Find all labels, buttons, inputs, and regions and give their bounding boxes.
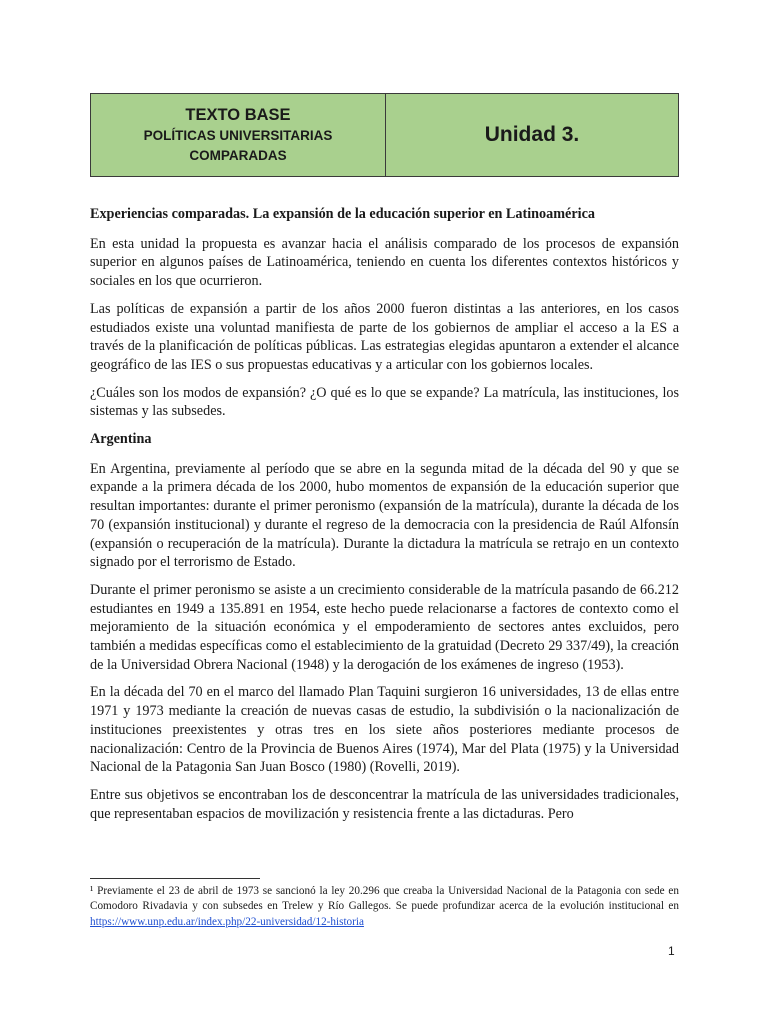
unit-label: Unidad 3. [484,123,580,146]
paragraph: En Argentina, previamente al período que se abre en la segunda mitad de la década del 90 y que se expande a la primera década de los 2000, hubo momentos de expansión de la educación superior que resultan importantes: durante el primer peronismo (expansión de la matrícula), durante la década de los 70 (expansión institucional) y durante el regreso de la democracia con la presidencia de Raúl Alfonsín (expansión o recuperación de la matrícula). Durante la dictadura la matrícula se retrajo en un contexto signado por el terrorismo de Estado. [90,460,679,571]
header-title: TEXTO BASE [185,105,291,124]
header-table [90,93,679,177]
paragraph: Las políticas de expansión a partir de los años 2000 fueron distintas a las anteriores, en los casos estudiados existe una voluntad manifiesta de parte de los gobiernos de ampliar el acceso a la ES a través de la planificación de políticas públicas. Las estrategias elegidas apuntaron a extender el alcance geográfico de las IES o sus propuestas educativas y a articular con los gobiernos locales. [90,300,679,373]
page-number: 1 [668,944,675,958]
paragraph: En esta unidad la propuesta es avanzar hacia el análisis comparado de los procesos de expansión superior en algunos países de Latinoamérica, teniendo en cuenta los diferentes contextos históricos y sociales en los que ocurrieron. [90,235,679,290]
footnote-link[interactable]: https://www.unp.edu.ar/index.php/22-universidad/12-historia [90,915,364,928]
header-title-cell [91,94,386,176]
paragraph: En la década del 70 en el marco del llamado Plan Taquini surgieron 16 universidades, 13 de ellas entre 1971 y 1973 mediante la creación de nuevas casas de estudio, la subdivisión o la nacionalización de instituciones preexistentes y otras tres en los siete años posteriores mediante procesos de nacionalización: Centro de la Provincia de Buenos Aires (1974), Mar del Plata (1975) y la Universidad Nacional de la Patagonia San Juan Bosco (1980) (Rovelli, 2019). [90,684,679,776]
header-subtitle-line2: COMPARADAS [189,147,287,163]
footnote-separator [90,878,260,879]
section-title: Experiencias comparadas. La expansión de la educación superior en Latinoamérica [90,206,595,222]
document-body [90,205,679,832]
paragraph: ¿Cuáles son los modos de expansión? ¿O qué es lo que se expande? La matrícula, las instituciones, los sistemas y las subsedes. [90,384,679,420]
paragraph: Durante el primer peronismo se asiste a un crecimiento considerable de la matrícula pasando de 66.212 estudiantes en 1949 a 135.891 en 1954, este hecho puede relacionarse a factores de contexto como el mejoramiento de la situación económica y el empoderamiento de sectores antes excluidos, pero también a medidas específicas como el establecimiento de la gratuidad (Decreto 29 337/49), la creación de la Universidad Obrera Nacional (1948) y la derogación de los exámenes de ingreso (1953). [90,581,679,673]
paragraph: Entre sus objetivos se encontraban los de desconcentrar la matrícula de las universidades tradicionales, que representaban espacios de movilización y resistencia frente a las dictaduras. Pero [90,786,679,822]
subheading-argentina: Argentina [90,431,152,448]
footnote [90,884,679,930]
footnote-text: ¹ Previamente el 23 de abril de 1973 se sancionó la ley 20.296 que creaba la Universidad Nacional de la Patagonia con sede en Comodoro Rivadavia y con subsedes en Trelew y Río Gallegos. Se puede profundizar acerca de la evolución institucional en [90,885,679,913]
header-subtitle-line1: POLÍTICAS UNIVERSITARIAS [143,127,333,143]
header-unit-cell [386,94,678,176]
